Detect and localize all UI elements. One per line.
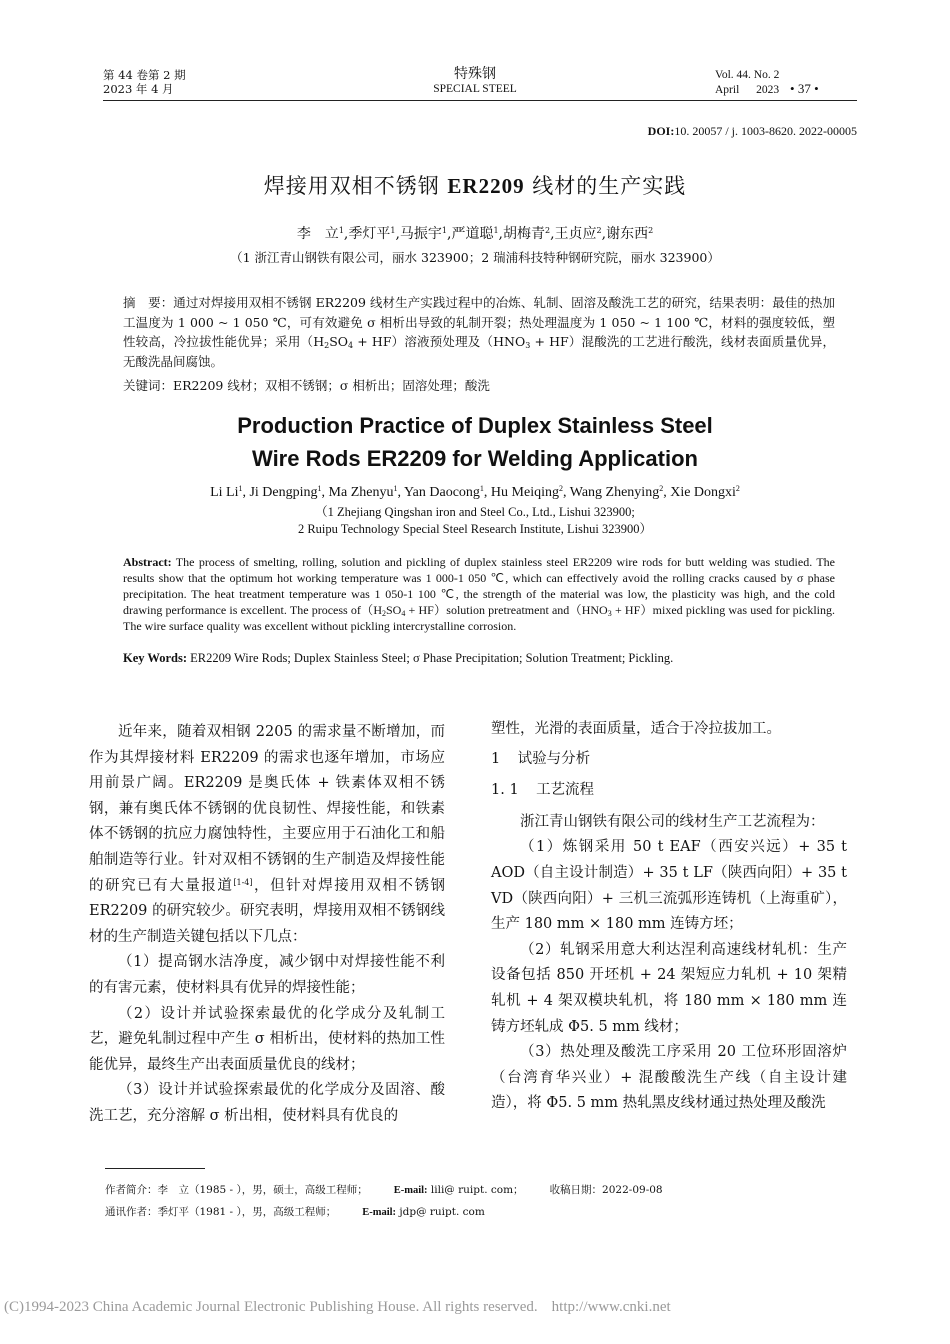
copyright-footer xyxy=(4,1299,671,1316)
journal-name-cn: 特殊钢 xyxy=(454,66,496,82)
affiliation-en-line2: 2 Ruipu Technology Special Steel Research Institute, Lishui 323900） xyxy=(297,522,653,536)
author-cn: 马振宇$^1$, xyxy=(399,226,452,242)
keywords-text-en: ER2209 Wire Rods; Duplex Stainless Steel; σ Phase Precipitation; Solution Treatment; Pickling. xyxy=(187,651,674,665)
authors-cn xyxy=(0,223,950,243)
keywords-en xyxy=(123,651,673,666)
journal-name-en: SPECIAL STEEL xyxy=(433,83,517,95)
doi-label: DOI: xyxy=(647,124,675,138)
abstract-en: Abstract: The process of smelting, rolling, solution and pickling of duplex stainless steel ER2209 wire rods for butt welding was studied. The results show that the optimum hot working temperature was 1 000-1 050 ℃, which can effectively avoid the rolling cracks caused by σ phase precipitation. The heat treatment temperature was 1 050-1 100 ℃, the strength of the material was low, the plasticity was high, and the cold drawing performance is excellent. The process $of(H_2SO_4$ + HF）solution pretreatment $and(HNO_3$ + HF）mixed pickling was used for pickling. The wire surface quality was excellent without pickling intercrystalline corrosion. xyxy=(123,555,835,633)
author-en: Ma Zhenyu$^1$, xyxy=(328,484,404,500)
volume-issue-cn: 第 44 卷第 2 期 xyxy=(103,68,186,82)
abstract-label-cn: 摘 要： xyxy=(123,295,174,310)
header-rule xyxy=(103,100,857,101)
author-email[interactable]: lili@ ruipt. com； xyxy=(427,1184,524,1196)
doi xyxy=(648,124,857,139)
keywords-label-en: Key Words: xyxy=(123,651,188,665)
affiliation-cn: （1 浙江青山钢铁有限公司，丽水 323900；2 瑞浦科技特种钢研究院，丽水 323900） xyxy=(230,250,720,265)
process-step-2: （2）轧钢采用意大利达涅利高速线材轧机：生产设备包括 850 开坯机 + 24 架短应力轧机 + 10 架精轧机 + 4 架双模块轧机，将 180 mm × 180 mm 连铸方坯轧成 Φ5. 5 mm 线材； xyxy=(491,941,847,1035)
author-en: Li Li$^1$, xyxy=(210,484,250,500)
footnote-corresponding: 通讯作者：季灯平（1981 - ），男，高级工程师； E-mail: jdp@ ruipt. com xyxy=(105,1206,485,1218)
title-cn: 焊接用双相不锈钢 ER2209 线材的生产实践 xyxy=(263,174,687,198)
cnki-link[interactable]: http://www.cnki.net xyxy=(551,1299,671,1315)
continued-paragraph: 塑性，光滑的表面质量，适合于冷拉拔加工。 xyxy=(491,721,781,737)
keywords-label-cn: 关键词： xyxy=(123,378,174,393)
affiliation-en xyxy=(0,504,950,538)
journal-volume-en xyxy=(715,68,819,97)
author-cn: 王贞应$^2$, xyxy=(554,226,607,242)
body-right-column xyxy=(491,717,847,1117)
key-point-1: （1）提高钢水洁净度，减少钢中对焊接性能不利的有害元素，使材料具有优异的焊接性能； xyxy=(89,954,445,996)
footnote-rule xyxy=(105,1168,205,1169)
title-en-line1: Production Practice of Duplex Stainless Steel xyxy=(237,413,713,438)
process-step-1: （1）炼钢采用 50 t EAF（西安兴远）+ 35 t AOD（自主设计制造）+ 35 t LF（陕西向阳）+ 35 t VD（陕西向阳）+ 三机三流弧形连铸机（上海重矿），生产 180 mm × 180 mm 连铸方坯； xyxy=(491,839,847,933)
section-heading-1: 1 试验与分析 xyxy=(491,750,591,767)
keywords-text-cn: ER2209 线材；双相不锈钢；σ 相析出；固溶处理；酸洗 xyxy=(173,378,490,393)
issue-date-cn: 2023 年 4 月 xyxy=(103,82,174,96)
volume-issue-en: Vol. 44. No. 2 xyxy=(715,69,780,81)
journal-name xyxy=(375,66,575,96)
copyright-text: (C)1994-2023 China Academic Journal Electronic Publishing House. All rights reserved. xyxy=(4,1299,538,1315)
key-point-2: （2）设计并试验探索最优的化学成分及轧制工艺，避免轧制过程中产生 σ 相析出，使材料的热加工性能优异，最终生产出表面质量优良的线材； xyxy=(89,1005,445,1073)
author-cn: 季灯平$^1$, xyxy=(348,226,400,242)
page-number: • 37 • xyxy=(790,81,819,96)
author-cn: 严道聪$^1$, xyxy=(451,226,503,242)
author-cn: 谢东西$^2$ xyxy=(606,226,654,242)
authors-en xyxy=(0,485,950,501)
received-date: 收稿日期：2022-09-08 xyxy=(549,1184,663,1196)
issue-month-en: April xyxy=(715,84,740,96)
section-heading-1-1: 1. 1 工艺流程 xyxy=(491,782,595,799)
title-en-line2: Wire Rods ER2209 for Welding Application xyxy=(252,446,698,471)
author-cn: 李 立$^1$, xyxy=(296,226,349,242)
key-point-3: （3）设计并试验探索最优的化学成分及固溶、酸洗工艺，充分溶解 σ 析出相，使材料具有优良的 xyxy=(89,1082,445,1124)
author-en: Wang Zhenying$^2$, xyxy=(569,484,671,500)
affiliation-en-line1: （1 Zhejiang Qingshan iron and Steel Co., Ltd., Lishui 323900; xyxy=(315,505,635,519)
title-en xyxy=(0,409,950,475)
footnote-author: 作者简介：李 立（1985 - ），男，硕士，高级工程师； E-mail: lili@ ruipt. com； 收稿日期：2022-09-08 xyxy=(105,1184,663,1196)
abstract-cn: 摘 要：通过对焊接用双相不锈钢 ER2209 线材生产实践过程中的冶炼、轧制、固溶及酸洗工艺的研究，结果表明：最佳的热加工温度为 1 000 ~ 1 050 ℃，可有效避免 σ 相析出导致的轧制开裂；热处理温度为 1 050 ~ 1 100 ℃，材料的强度较低，塑性较高，冷拉拔性能优异；采用$(H_2SO_4 + HF)$溶液预处理及$(HNO_3 + HF)$混酸洗的工艺进行酸洗，线材表面质量优异，无酸洗晶间腐蚀。 xyxy=(123,295,836,369)
body-left-column xyxy=(89,720,445,1130)
intro-paragraph: 近年来，随着双相钢 2205 的需求量不断增加，而作为其焊接材料 ER2209 的需求也逐年增加，市场应用前景广阔。ER2209 是奥氏体 + 铁素体双相不锈钢，兼有奥氏体不锈钢的优良韧性、焊接性能，和铁素体不锈钢的抗应力腐蚀特性，主要应用于石油化工和船舶制造等行业。针对双相不锈钢的生产制造及焊接性能的研究已有大量报道[1-4]，但针对焊接用双相不锈钢 ER2209 的研究较少。研究表明，焊接用双相不锈钢线材的生产制造关键包括以下几点： xyxy=(89,724,445,945)
process-step-3: （3）热处理及酸洗工序采用 20 工位环形固溶炉（台湾育华兴业）+ 混酸酸洗生产线（自主设计建造），将 Φ5. 5 mm 热轧黑皮线材通过热处理及酸洗 xyxy=(491,1044,847,1112)
author-cn: 胡梅青$^2$, xyxy=(503,226,555,242)
issue-year-en: 2023 xyxy=(756,84,780,96)
doi-value[interactable]: 10. 20057 / j. 1003-8620. 2022-00005 xyxy=(674,124,857,138)
author-en: Ji Dengping$^1$, xyxy=(249,484,329,500)
citation-ref[interactable]: [1-4] xyxy=(233,877,253,887)
process-intro: 浙江青山钢铁有限公司的线材生产工艺流程为： xyxy=(520,813,825,830)
abstract-label-en: Abstract: xyxy=(123,555,172,569)
keywords-cn xyxy=(123,376,490,394)
author-en: Hu Meiqing$^2$, xyxy=(490,484,570,500)
journal-volume-cn xyxy=(103,68,186,96)
corresponding-email[interactable]: jdp@ ruipt. com xyxy=(396,1206,485,1218)
author-en: Yan Daocong$^1$, xyxy=(403,484,491,500)
author-en: Xie Dongxi$^2$ xyxy=(670,484,740,500)
